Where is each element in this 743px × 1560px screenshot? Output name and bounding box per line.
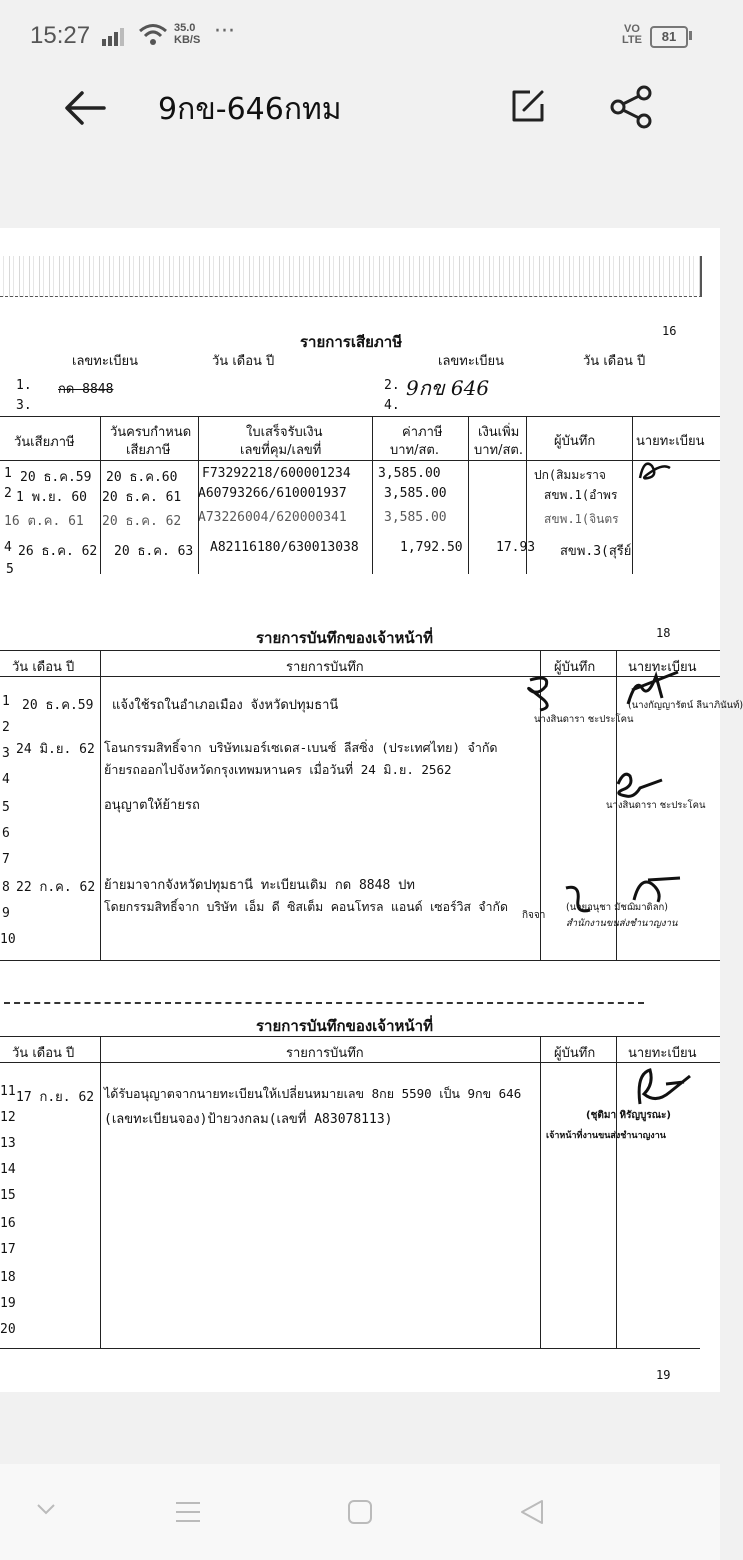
table-divider [100,650,101,960]
page-number: 18 [656,626,671,640]
plate-index: 1. [16,378,32,393]
back-arrow-icon[interactable] [60,88,110,128]
signature-scribble [628,870,688,910]
page-number: 16 [662,324,677,338]
signature-scribble [634,456,674,484]
plate-index: 2. [384,378,400,393]
signature-scribble [610,764,670,804]
column-header: ผู้บันทึก [554,660,596,675]
plate-index: 4. [384,398,400,413]
signer-title: สำนักงานขนส่งชำนาญงาน [566,918,678,929]
table-border [0,960,720,961]
navigation-bar [0,1464,720,1560]
column-header: รายการบันทึก [286,1046,364,1061]
table-border [0,1348,700,1349]
plate-index: 3. [16,398,32,413]
signature-scribble [560,880,600,920]
signer-name: (นางกัญญารัตน์ ลีนาภินันท์) [628,700,743,711]
officer-section-title: รายการบันทึกของเจ้าหน้าที่ [256,629,433,647]
back-nav-icon[interactable] [518,1498,546,1526]
dotted-separator [4,1002,644,1006]
date-header-2: วัน เดือน ปี [583,354,646,369]
column-header: นายทะเบียน [636,434,705,449]
signer-name: กิจจา [522,910,546,921]
share-icon[interactable] [608,84,654,130]
volte-indicator: VO LTE [622,23,642,46]
signer-title: เจ้าหน้าที่งานขนส่งชำนาญงาน [546,1131,666,1141]
table-divider [100,1036,101,1348]
column-header: วันครบกำหนด [110,425,192,440]
column-header: เลขที่คุม/เลขที่ [240,443,322,458]
edit-icon[interactable] [508,86,548,126]
column-header: ผู้บันทึก [554,434,596,449]
home-icon[interactable] [346,1498,374,1526]
signer-name: นางสินดารา ชะประโคน [534,714,634,725]
status-bar [0,0,720,68]
more-status-icon: ··· [214,19,235,44]
new-plate-handwritten: 9กข 646 [406,376,490,400]
wifi-icon [138,22,168,46]
battery-icon: 81 [650,26,688,48]
column-header: บาท/สต. [390,443,440,458]
table-divider [372,416,373,574]
date-header: วัน เดือน ปี [212,354,275,369]
tax-row: 5 [6,562,14,577]
signature-scribble [630,1064,696,1110]
column-header: บาท/สต. [474,443,524,458]
table-border [0,1036,720,1037]
column-header: รายการบันทึก [286,660,364,675]
table-divider [632,416,633,574]
column-header: วัน เดือน ปี [12,1046,75,1061]
signature-scribble [520,674,560,714]
clock: 15:27 [30,22,91,49]
table-divider [468,416,469,574]
column-header: ใบเสร็จรับเงิน [246,425,323,440]
menu-icon[interactable] [174,1500,202,1524]
page-title: 9กข-646กทม [158,92,342,127]
table-border [0,416,720,417]
table-divider [540,1036,541,1348]
page-number: 19 [656,1368,671,1382]
column-header: ค่าภาษี [402,425,443,440]
column-header: เงินเพิ่ม [478,425,520,440]
signer-name: (นายอนุชา มัชฌิมาดิลก) [566,902,668,913]
officer-section-title-2: รายการบันทึกของเจ้าหน้าที่ [256,1017,433,1035]
signal-icon [102,28,130,46]
battery-cap [689,31,692,40]
table-border [0,460,720,461]
column-header: นายทะเบียน [628,660,697,675]
net-speed: 35.0 KB/S [174,22,201,46]
tax-section-title: รายการเสียภาษี [300,333,403,351]
table-divider [616,1036,617,1348]
table-border [0,650,720,651]
column-header: นายทะเบียน [628,1046,697,1061]
column-header: เสียภาษี [126,443,171,458]
reg-header-2: เลขทะเบียน [438,354,505,369]
table-divider [100,416,101,574]
column-header: วัน เดือน ปี [12,660,75,675]
signer-name: (ชุติมา หิรัญบูรณะ) [586,1110,671,1121]
document-scan: รายการเสียภาษี 16 เลขทะเบียน วัน เดือน ปี เลขทะเบียน วัน เดือน ปี 1. กด 8848 2. 9กข 646 3. 4. วันเสียภาษี วันครบกำหนด เสียภาษี ใบเสร็จรับเงิน เลขที่คุม/เลขที่ ค่าภาษี บาท/สต. เงินเพิ่ม บาท/สต. ผู้บันทึก นายทะเบียน 1 20 ธ.ค.59 20 ธ.ค.60 F73292218/600001234 3,585.00 ปก(สิมมะราจ 2 1 พ.ย. 60 20 ธ.ค. 61 A60793266/610001937 3,585.00 สขพ.1(อำพร 16 ต.ค. 61 20 ธ.ค. 62 A73226004/620000341 3,585.00 สขพ.1(จินตร 4 26 ธ.ค. 62 20 ธ.ค. 63 A82116180/630013038 1,792.50 17.93 สขพ.3(สุรีย์ 5 รายการบันทึกของเจ้าหน้าที่ 18 วัน เดือน ปี รายการบันทึก ผู้บันทึก นายทะเบียน 1 2 3 4 5 6 7 8 9 10 20 ธ.ค.59 แจ้งใช้รถในอำเภอเมือง จังหวัดปทุมธานี 24 มิ.ย. 62 โอนกรรมสิทธิ์จาก บริษัทเมอร์เซเดส-เบนซ์ ลีสซิ่ง (ประเทศไทย) จำกัด ย้ายรถออกไปจังหวัดกรุงเทพมหานคร เมื่อวันที่ 24 มิ.ย. 2562 อนุญาตให้ย้ายรถ 22 ก.ค. 62 ย้ายมาจากจังหวัดปทุมธานี ทะเบียนเดิม กด 8848 ปท โดยกรรมสิทธิ์จาก บริษัท เอ็ม ดี ซิสเต็ม คอนโทรล แอนด์ เซอร์วิส จำกัด (นางกัญญารัตน์ ลีนาภินันท์) นางสินดารา ชะประโคน นางสินดารา ชะประโคน (นายอนุชา มัชฌิมาดิลก) สำนักงานขนส่งชำนาญงาน กิจจา รายการบันทึกของเจ้าหน้าที่ วัน เดือน ปี รายการบันทึก ผู้บันทึก นายทะเบียน 11 12 13 14 15 16 17 18 19 20 17 ก.ย. 62 ได้รับอนุญาตจากนายทะเบียนให้เปลี่ยนหมายเลข 8กย 5590 เป็น 9กข 646 (เลขทะเบียนจอง)ป้ายวงกลม(เลขที่ A83078113) (ชุติมา หิรัญบูรณะ) เจ้าหน้าที่งานขนส่งชำนาญงาน 19 [0,228,720,1392]
column-header: วันเสียภาษี [14,435,75,450]
signer-name: นางสินดารา ชะประโคน [606,800,706,811]
column-header: ผู้บันทึก [554,1046,596,1061]
signature-scribble [622,668,682,708]
old-plate: กด 8848 [58,382,114,397]
reg-header: เลขทะเบียน [72,354,139,369]
scan-noise-strip [0,256,702,297]
collapse-chevron-icon[interactable] [36,1502,56,1516]
